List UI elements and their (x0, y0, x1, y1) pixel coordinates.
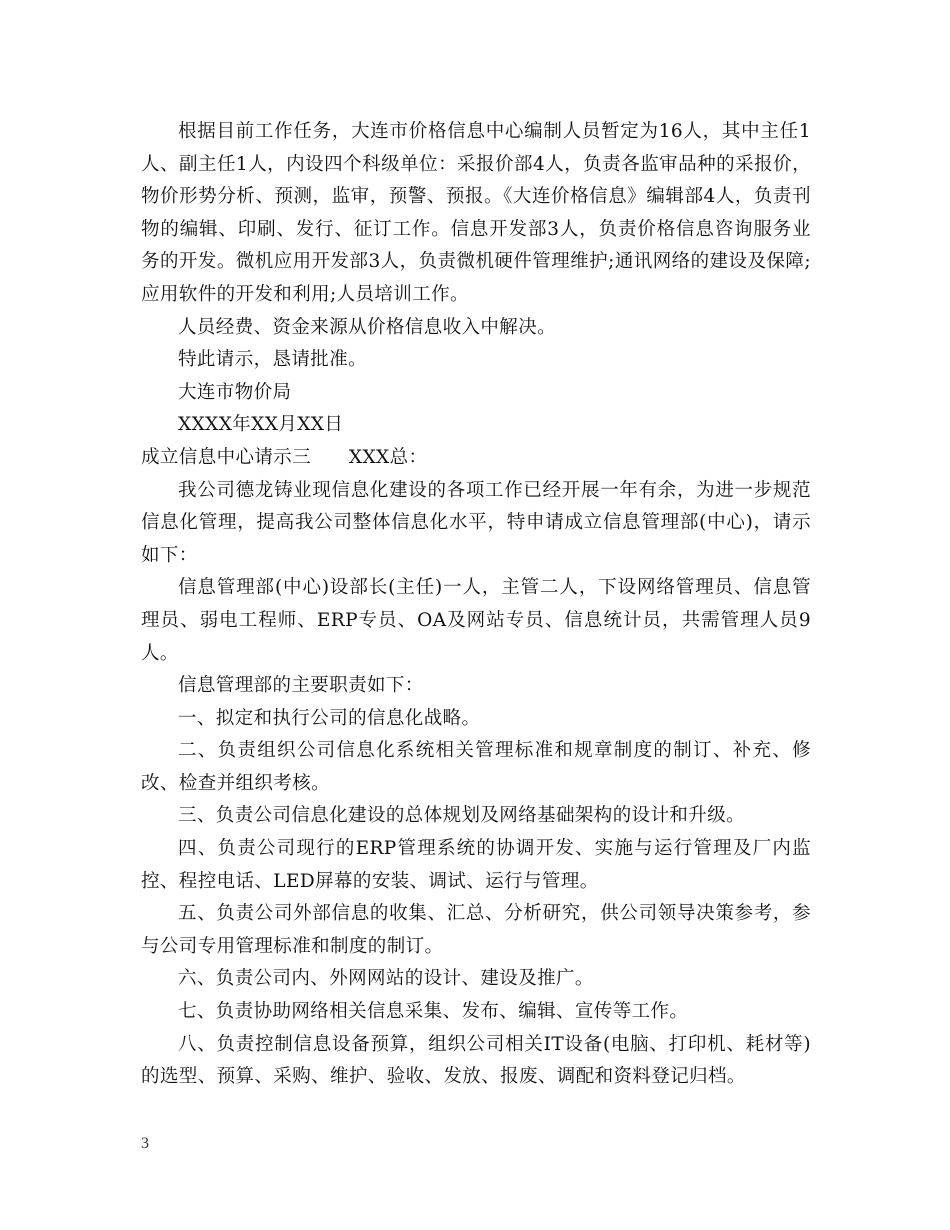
duty-item-2: 二、负责组织公司信息化系统相关管理标准和规章制度的制订、补充、修改、检查并组织考核。 (141, 740, 811, 794)
document-body (141, 116, 811, 1094)
duty-item-5: 五、负责公司外部信息的收集、汇总、分析研究，供公司领导决策参考，参与公司专用管理标准和制度的制订。 (141, 903, 811, 957)
duty-item-3: 三、负责公司信息化建设的总体规划及网络基础架构的设计和升级。 (178, 805, 746, 827)
paragraph-staffing-plan: 根据目前工作任务，大连市价格信息中心编制人员暂定为16人，其中主任1人、副主任1人，内设四个科级单位：采报价部4人，负责各监审品种的采报价，物价形势分析、预测，监审，预警、预报。《大连价格信息》编辑部4人，负责刊物的编辑、印刷、发行、征订工作。信息开发部3人，负责价格信息咨询服务业务的开发。微机应用开发部3人，负责微机硬件管理维护;通讯网络的建设及保障;应用软件的开发和利用;人员培训工作。 (141, 121, 811, 305)
paragraph-funding: 人员经费、资金来源从价格信息收入中解决。 (178, 316, 557, 338)
duty-item-7: 七、负责协助网络相关信息采集、发布、编辑、宣传等工作。 (178, 1001, 689, 1023)
paragraph-request-approval: 特此请示，恳请批准。 (178, 349, 368, 371)
duty-item-8: 八、负责控制信息设备预算，组织公司相关IT设备(电脑、打印机、耗材等)的选型、预算、采购、维护、验收、发放、报废、调配和资料登记归档。 (141, 1033, 811, 1088)
section-heading-request-three: 成立信息中心请示三 XXX总： (141, 446, 428, 468)
paragraph-issuer: 大连市物价局 (178, 381, 292, 403)
duty-item-6: 六、负责公司内、外网网站的设计、建设及推广。 (178, 968, 594, 990)
paragraph-date: XXXX年XX月XX日 (178, 414, 344, 436)
page-number: 3 (141, 1135, 149, 1152)
duty-item-4: 四、负责公司现行的ERP管理系统的协调开发、实施与运行管理及厂内监控、程控电话、LED屏幕的安装、调试、运行与管理。 (141, 838, 811, 892)
duty-item-1: 一、拟定和执行公司的信息化战略。 (178, 707, 481, 729)
paragraph-department-staffing: 信息管理部(中心)设部长(主任)一人，主管二人，下设网络管理员、信息管理员、弱电工程师、ERP专员、OA及网站专员、信息统计员，共需管理人员9人。 (141, 577, 811, 664)
paragraph-company-intro: 我公司德龙铸业现信息化建设的各项工作已经开展一年有余，为进一步规范信息化管理，提高我公司整体信息化水平，特申请成立信息管理部(中心)，请示如下： (141, 479, 811, 566)
paragraph-duties-heading: 信息管理部的主要职责如下： (178, 675, 424, 697)
